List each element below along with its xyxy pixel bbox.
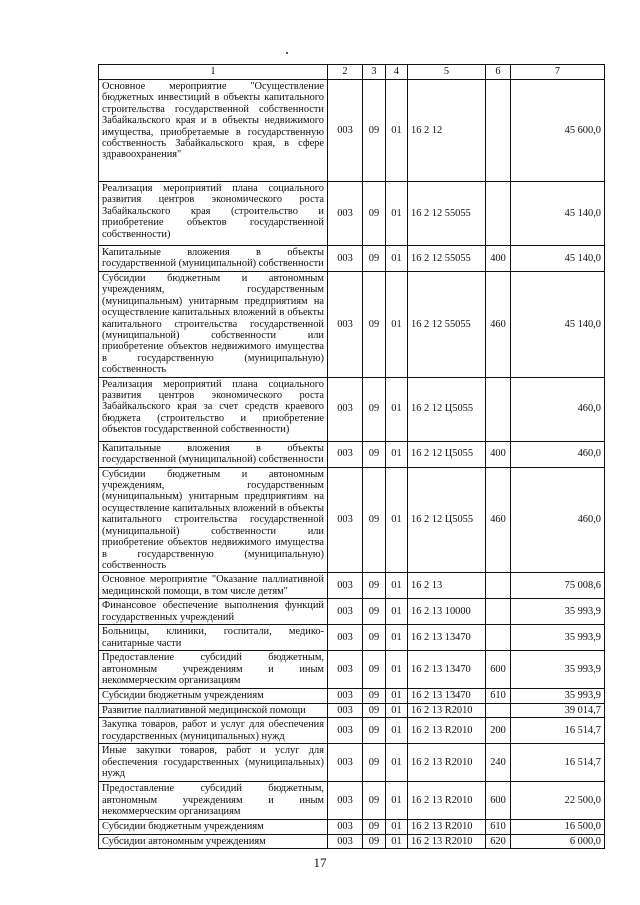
row-expense-type: 620 <box>486 834 511 848</box>
row-section: 09 <box>363 744 386 782</box>
row-amount: 39 014,7 <box>511 703 605 717</box>
row-subsection: 01 <box>386 573 408 599</box>
table-row <box>99 689 605 703</box>
row-name: Закупка товаров, работ и услуг для обеспечения государственных (муниципальных) нужд <box>99 718 328 744</box>
row-expense-type <box>486 703 511 717</box>
row-target-article: 16 2 13 13470 <box>408 689 486 703</box>
row-section: 09 <box>363 80 386 182</box>
row-target-article: 16 2 12 Ц5055 <box>408 467 486 573</box>
row-expense-type: 600 <box>486 782 511 820</box>
table-row <box>99 782 605 820</box>
row-subsection: 01 <box>386 625 408 651</box>
row-ministry-code: 003 <box>328 834 363 848</box>
row-expense-type <box>486 625 511 651</box>
scan-dot <box>286 52 288 54</box>
row-name: Субсидии бюджетным и автономным учреждениям, государственным (муниципальным) унитарным предприятиям на осуществление капитальных вложений в объекты капитального строительства государственной (муниципальной) собственности или приобретение объектов недвижимого имущества в государственную (муниципальную) собственность <box>99 272 328 378</box>
row-ministry-code: 003 <box>328 820 363 834</box>
row-ministry-code: 003 <box>328 703 363 717</box>
row-name: Реализация мероприятий плана социального развития центров экономического роста Забайкальского края (строительство и приобретение объектов государственной собственности) <box>99 182 328 246</box>
row-ministry-code: 003 <box>328 573 363 599</box>
row-ministry-code: 003 <box>328 744 363 782</box>
table-row <box>99 246 605 272</box>
table-row <box>99 80 605 182</box>
row-section: 09 <box>363 272 386 378</box>
row-amount: 35 993,9 <box>511 599 605 625</box>
row-target-article: 16 2 13 R2010 <box>408 820 486 834</box>
table-row <box>99 625 605 651</box>
row-target-article: 16 2 12 Ц5055 <box>408 441 486 467</box>
row-expense-type: 600 <box>486 651 511 689</box>
row-subsection: 01 <box>386 651 408 689</box>
row-section: 09 <box>363 820 386 834</box>
row-subsection: 01 <box>386 377 408 441</box>
row-subsection: 01 <box>386 782 408 820</box>
row-subsection: 01 <box>386 820 408 834</box>
row-subsection: 01 <box>386 718 408 744</box>
row-section: 09 <box>363 689 386 703</box>
row-expense-type <box>486 80 511 182</box>
row-target-article: 16 2 12 55055 <box>408 272 486 378</box>
row-ministry-code: 003 <box>328 599 363 625</box>
row-ministry-code: 003 <box>328 718 363 744</box>
row-expense-type: 610 <box>486 820 511 834</box>
header-col-5: 5 <box>408 65 486 80</box>
table-row <box>99 272 605 378</box>
row-section: 09 <box>363 467 386 573</box>
row-section: 09 <box>363 441 386 467</box>
table-row <box>99 651 605 689</box>
row-expense-type: 240 <box>486 744 511 782</box>
row-target-article: 16 2 13 R2010 <box>408 834 486 848</box>
row-target-article: 16 2 13 R2010 <box>408 703 486 717</box>
row-section: 09 <box>363 718 386 744</box>
row-amount: 45 600,0 <box>511 80 605 182</box>
header-row <box>99 65 605 80</box>
row-ministry-code: 003 <box>328 182 363 246</box>
row-target-article: 16 2 13 R2010 <box>408 782 486 820</box>
table-row <box>99 834 605 848</box>
row-expense-type: 460 <box>486 272 511 378</box>
row-name: Предоставление субсидий бюджетным, автономным учреждениям и иным некоммерческим организациям <box>99 651 328 689</box>
row-name: Субсидии бюджетным и автономным учреждениям, государственным (муниципальным) унитарным предприятиям на осуществление капитальных вложений в объекты капитального строительства государственной (муниципальной) собственности или приобретение объектов недвижимого имущества в государственную (муниципальную) собственность <box>99 467 328 573</box>
row-subsection: 01 <box>386 599 408 625</box>
row-section: 09 <box>363 834 386 848</box>
row-amount: 460,0 <box>511 467 605 573</box>
row-subsection: 01 <box>386 834 408 848</box>
row-target-article: 16 2 13 <box>408 573 486 599</box>
row-subsection: 01 <box>386 246 408 272</box>
row-name: Субсидии бюджетным учреждениям <box>99 820 328 834</box>
row-target-article: 16 2 12 55055 <box>408 246 486 272</box>
row-name: Субсидии бюджетным учреждениям <box>99 689 328 703</box>
row-name: Финансовое обеспечение выполнения функций государственных учреждений <box>99 599 328 625</box>
row-ministry-code: 003 <box>328 246 363 272</box>
row-name: Субсидии автономным учреждениям <box>99 834 328 848</box>
row-expense-type: 200 <box>486 718 511 744</box>
row-ministry-code: 003 <box>328 651 363 689</box>
row-section: 09 <box>363 573 386 599</box>
table-row <box>99 599 605 625</box>
row-amount: 45 140,0 <box>511 272 605 378</box>
row-target-article: 16 2 13 R2010 <box>408 718 486 744</box>
row-subsection: 01 <box>386 689 408 703</box>
row-subsection: 01 <box>386 744 408 782</box>
row-expense-type: 400 <box>486 246 511 272</box>
row-amount: 35 993,9 <box>511 689 605 703</box>
row-name: Больницы, клиники, госпитали, медико-санитарные части <box>99 625 328 651</box>
row-target-article: 16 2 12 <box>408 80 486 182</box>
header-col-7: 7 <box>511 65 605 80</box>
row-expense-type: 460 <box>486 467 511 573</box>
table-row <box>99 182 605 246</box>
row-amount: 6 000,0 <box>511 834 605 848</box>
table-row <box>99 718 605 744</box>
header-col-1: 1 <box>99 65 328 80</box>
header-col-2: 2 <box>328 65 363 80</box>
row-name: Капитальные вложения в объекты государственной (муниципальной) собственности <box>99 441 328 467</box>
row-expense-type <box>486 599 511 625</box>
row-amount: 45 140,0 <box>511 182 605 246</box>
row-target-article: 16 2 12 Ц5055 <box>408 377 486 441</box>
row-section: 09 <box>363 599 386 625</box>
row-name: Капитальные вложения в объекты государственной (муниципальной) собственности <box>99 246 328 272</box>
row-section: 09 <box>363 246 386 272</box>
table-row <box>99 377 605 441</box>
row-expense-type: 610 <box>486 689 511 703</box>
row-expense-type <box>486 182 511 246</box>
header-col-4: 4 <box>386 65 408 80</box>
row-amount: 460,0 <box>511 377 605 441</box>
row-subsection: 01 <box>386 467 408 573</box>
row-subsection: 01 <box>386 80 408 182</box>
row-amount: 45 140,0 <box>511 246 605 272</box>
header-col-3: 3 <box>363 65 386 80</box>
table-row <box>99 573 605 599</box>
row-expense-type <box>486 377 511 441</box>
row-ministry-code: 003 <box>328 782 363 820</box>
row-section: 09 <box>363 703 386 717</box>
row-name: Основное мероприятие "Осуществление бюджетных инвестиций в объекты капитального строительства государственной собственности Забайкальского края и в объекты недвижимого имущества, приобретаемые в государственную собственность Забайкальского края, в сфере здравоохранения" <box>99 80 328 182</box>
row-name: Иные закупки товаров, работ и услуг для обеспечения государственных (муниципальных) нужд <box>99 744 328 782</box>
row-amount: 35 993,9 <box>511 651 605 689</box>
row-amount: 35 993,9 <box>511 625 605 651</box>
row-amount: 16 514,7 <box>511 744 605 782</box>
row-amount: 22 500,0 <box>511 782 605 820</box>
header-col-6: 6 <box>486 65 511 80</box>
row-target-article: 16 2 13 R2010 <box>408 744 486 782</box>
row-expense-type <box>486 573 511 599</box>
row-target-article: 16 2 13 13470 <box>408 651 486 689</box>
row-name: Предоставление субсидий бюджетным, автономным учреждениям и иным некоммерческим организациям <box>99 782 328 820</box>
row-subsection: 01 <box>386 272 408 378</box>
row-ministry-code: 003 <box>328 80 363 182</box>
row-target-article: 16 2 13 13470 <box>408 625 486 651</box>
table-row <box>99 744 605 782</box>
row-amount: 460,0 <box>511 441 605 467</box>
table-row <box>99 441 605 467</box>
row-ministry-code: 003 <box>328 441 363 467</box>
row-subsection: 01 <box>386 703 408 717</box>
row-ministry-code: 003 <box>328 272 363 378</box>
row-amount: 16 500,0 <box>511 820 605 834</box>
row-ministry-code: 003 <box>328 467 363 573</box>
row-target-article: 16 2 13 10000 <box>408 599 486 625</box>
table-row <box>99 820 605 834</box>
row-name: Развитие паллиативной медицинской помощи <box>99 703 328 717</box>
row-name: Реализация мероприятий плана социального развития центров экономического роста Забайкальского края за счет средств краевого бюджета (строительство и приобретение объектов государственной собственности) <box>99 377 328 441</box>
row-section: 09 <box>363 782 386 820</box>
row-expense-type: 400 <box>486 441 511 467</box>
row-section: 09 <box>363 651 386 689</box>
table-row <box>99 703 605 717</box>
page-number: 17 <box>313 855 327 870</box>
row-ministry-code: 003 <box>328 377 363 441</box>
row-subsection: 01 <box>386 182 408 246</box>
row-name: Основное мероприятие "Оказание паллиативной медицинской помощи, в том числе детям" <box>99 573 328 599</box>
row-target-article: 16 2 12 55055 <box>408 182 486 246</box>
row-amount: 16 514,7 <box>511 718 605 744</box>
row-ministry-code: 003 <box>328 625 363 651</box>
row-section: 09 <box>363 182 386 246</box>
row-section: 09 <box>363 625 386 651</box>
row-ministry-code: 003 <box>328 689 363 703</box>
row-subsection: 01 <box>386 441 408 467</box>
table-row <box>99 467 605 573</box>
budget-table <box>98 64 605 849</box>
row-amount: 75 008,6 <box>511 573 605 599</box>
row-section: 09 <box>363 377 386 441</box>
